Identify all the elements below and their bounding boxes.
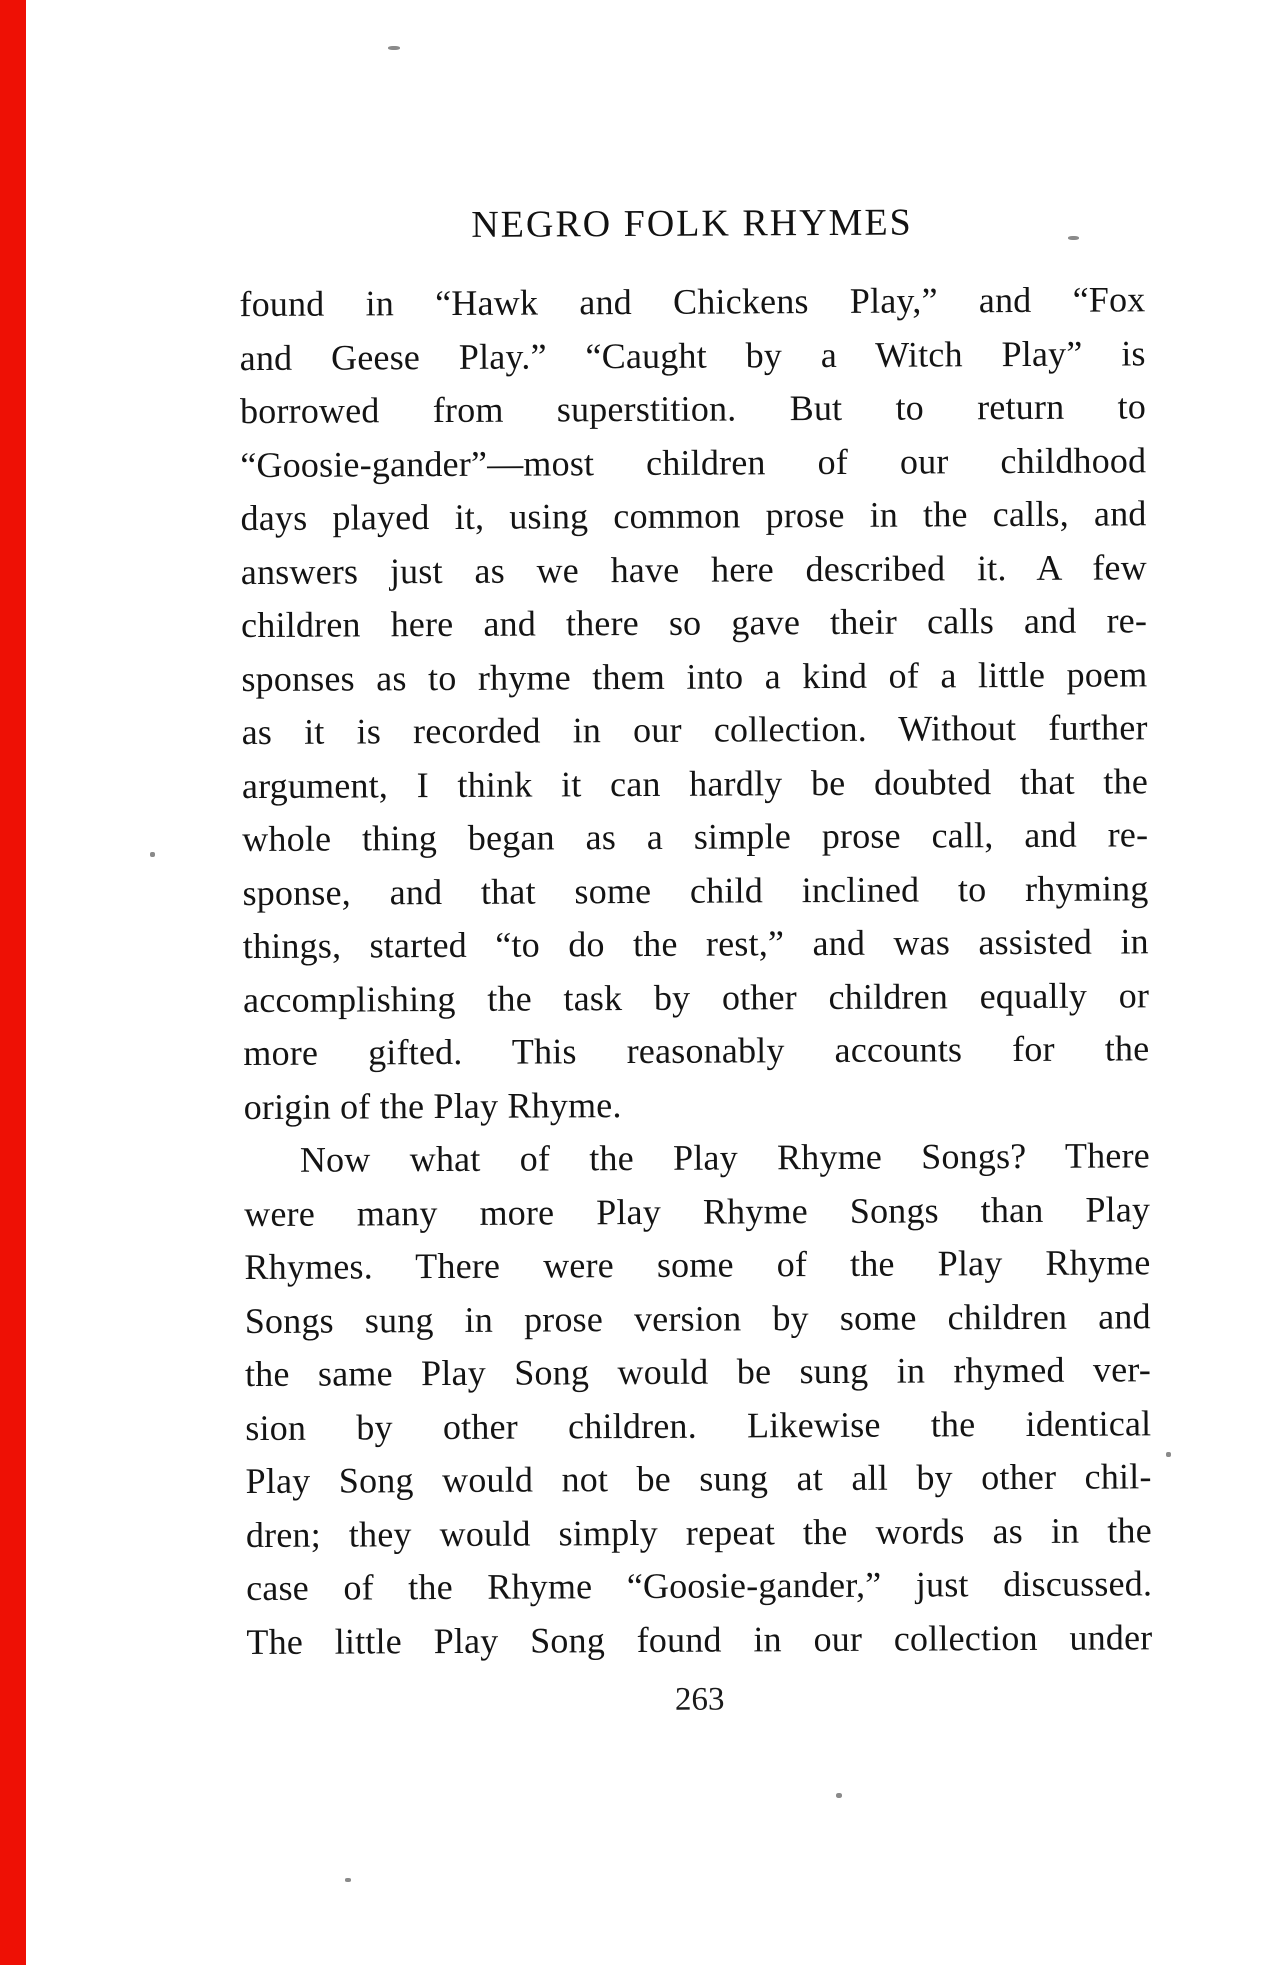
- text-line: children here and there so gave their calls and re-: [241, 600, 1148, 646]
- running-head-title: NEGRO FOLK RHYMES: [471, 201, 913, 246]
- text-line: case of the Rhyme “Goosie-gander,” just discussed.: [246, 1563, 1153, 1609]
- text-line: argument, I think it can hardly be doubted that the: [241, 760, 1149, 806]
- text-line: Play Song would not be sung at all by other chil-: [245, 1456, 1152, 1502]
- text-line: Songs sung in prose version by some children and: [244, 1295, 1151, 1341]
- text-line: answers just as we have here described it. A few: [240, 546, 1147, 592]
- text-line: sponses as to rhyme them into a kind of a little poem: [241, 653, 1148, 699]
- text-line: things, started “to do the rest,” and was assisted in: [242, 921, 1149, 967]
- scan-speck: [150, 852, 155, 857]
- text-line: the same Play Song would be sung in rhymed ver-: [244, 1349, 1152, 1395]
- text-line: and Geese Play.” “Caught by a Witch Play” is: [239, 332, 1146, 378]
- text-line: sion by other children. Likewise the identical: [245, 1402, 1152, 1448]
- text-line: whole thing began as a simple prose call, and re-: [242, 814, 1149, 860]
- body-text: [239, 273, 1152, 1669]
- text-line: days played it, using common prose in the calls, and: [240, 493, 1147, 539]
- text-line: sponse, and that some child inclined to rhyming: [242, 867, 1149, 913]
- scan-speck: [1166, 1452, 1171, 1457]
- scan-speck: [836, 1793, 842, 1798]
- page-number: 263: [674, 1681, 725, 1718]
- scan-speck: [1068, 236, 1079, 240]
- text-line: Now what of the Play Rhyme Songs? There: [299, 1135, 1151, 1180]
- text-line: borrowed from superstition. But to return to: [239, 386, 1147, 432]
- text-line: “Goosie-gander”—most children of our childhood: [240, 439, 1147, 485]
- text-line: were many more Play Rhyme Songs than Play: [244, 1188, 1151, 1234]
- text-line: accomplishing the task by other children equally or: [242, 974, 1150, 1020]
- text-line: as it is recorded in our collection. Without further: [241, 707, 1148, 753]
- text-line: The little Play Song found in our collection under: [246, 1616, 1153, 1662]
- text-line: dren; they would simply repeat the words as in the: [245, 1509, 1152, 1555]
- text-line: origin of the Play Rhyme.: [243, 1084, 622, 1127]
- text-line: Rhymes. There were some of the Play Rhyme: [244, 1242, 1151, 1288]
- text-line: more gifted. This reasonably accounts for the: [243, 1028, 1150, 1074]
- text-line: found in “Hawk and Chickens Play,” and “Fox: [239, 279, 1146, 325]
- scan-speck: [388, 46, 400, 50]
- scan-speck: [345, 1878, 351, 1882]
